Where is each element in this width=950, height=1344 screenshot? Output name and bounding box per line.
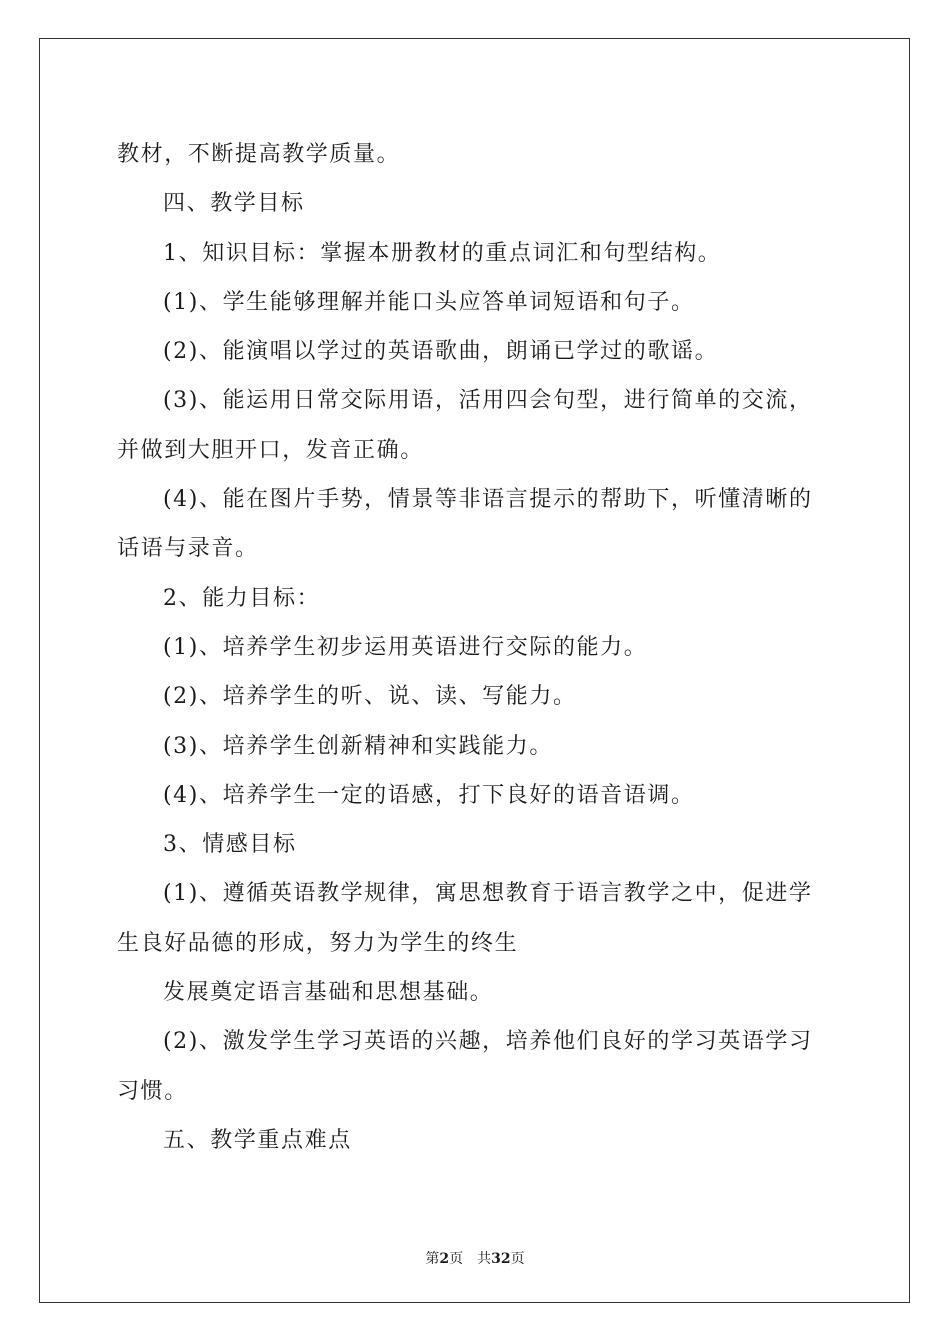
text-line: (2)、能演唱以学过的英语歌曲，朗诵已学过的歌谣。: [163, 339, 719, 365]
text-line: (2)、培养学生的听、说、读、写能力。: [163, 684, 577, 710]
text-line: 1、知识目标：掌握本册教材的重点词汇和句型结构。: [163, 240, 722, 266]
text-line: 并做到大胆开口，发音正确。: [117, 437, 424, 463]
text-line: (1)、遵循英语教学规律，寓思想教育于语言教学之中，促进学: [163, 881, 813, 907]
text-line: (2)、激发学生学习英语的兴趣，培养他们良好的学习英语学习: [163, 1029, 813, 1055]
text-line: 五、教学重点难点: [163, 1127, 352, 1153]
text-line: (1)、学生能够理解并能口头应答单词短语和句子。: [163, 289, 695, 315]
total-page-count: 32: [491, 1251, 511, 1267]
text-line: (1)、培养学生初步运用英语进行交际的能力。: [163, 634, 648, 660]
text-line: (4)、培养学生一定的语感，打下良好的语音语调。: [163, 782, 695, 808]
text-line: (4)、能在图片手势，情景等非语言提示的帮助下，听懂清晰的: [163, 487, 813, 513]
text-line: 四、教学目标: [163, 191, 305, 217]
text-line: 3、情感目标: [163, 832, 297, 858]
text-line: 话语与录音。: [117, 536, 259, 562]
text-line: 习惯。: [117, 1078, 188, 1104]
document-body: [117, 130, 837, 1165]
text-line: 2、能力目标：: [163, 585, 321, 611]
footer-suffix: 页: [510, 1251, 525, 1267]
text-line: (3)、培养学生创新精神和实践能力。: [163, 733, 553, 759]
current-page-number: 2: [439, 1251, 450, 1267]
footer-middle: 页 共: [449, 1251, 492, 1267]
text-line: 生良好品德的形成，努力为学生的终生: [117, 930, 519, 956]
page-footer: [0, 1248, 950, 1268]
text-line: (3)、能运用日常交际用语，活用四会句型，进行简单的交流，: [163, 388, 813, 414]
text-line: 教材，不断提高教学质量。: [117, 142, 401, 167]
footer-prefix: 第: [425, 1251, 440, 1267]
text-line: 发展奠定语言基础和思想基础。: [163, 980, 494, 1006]
